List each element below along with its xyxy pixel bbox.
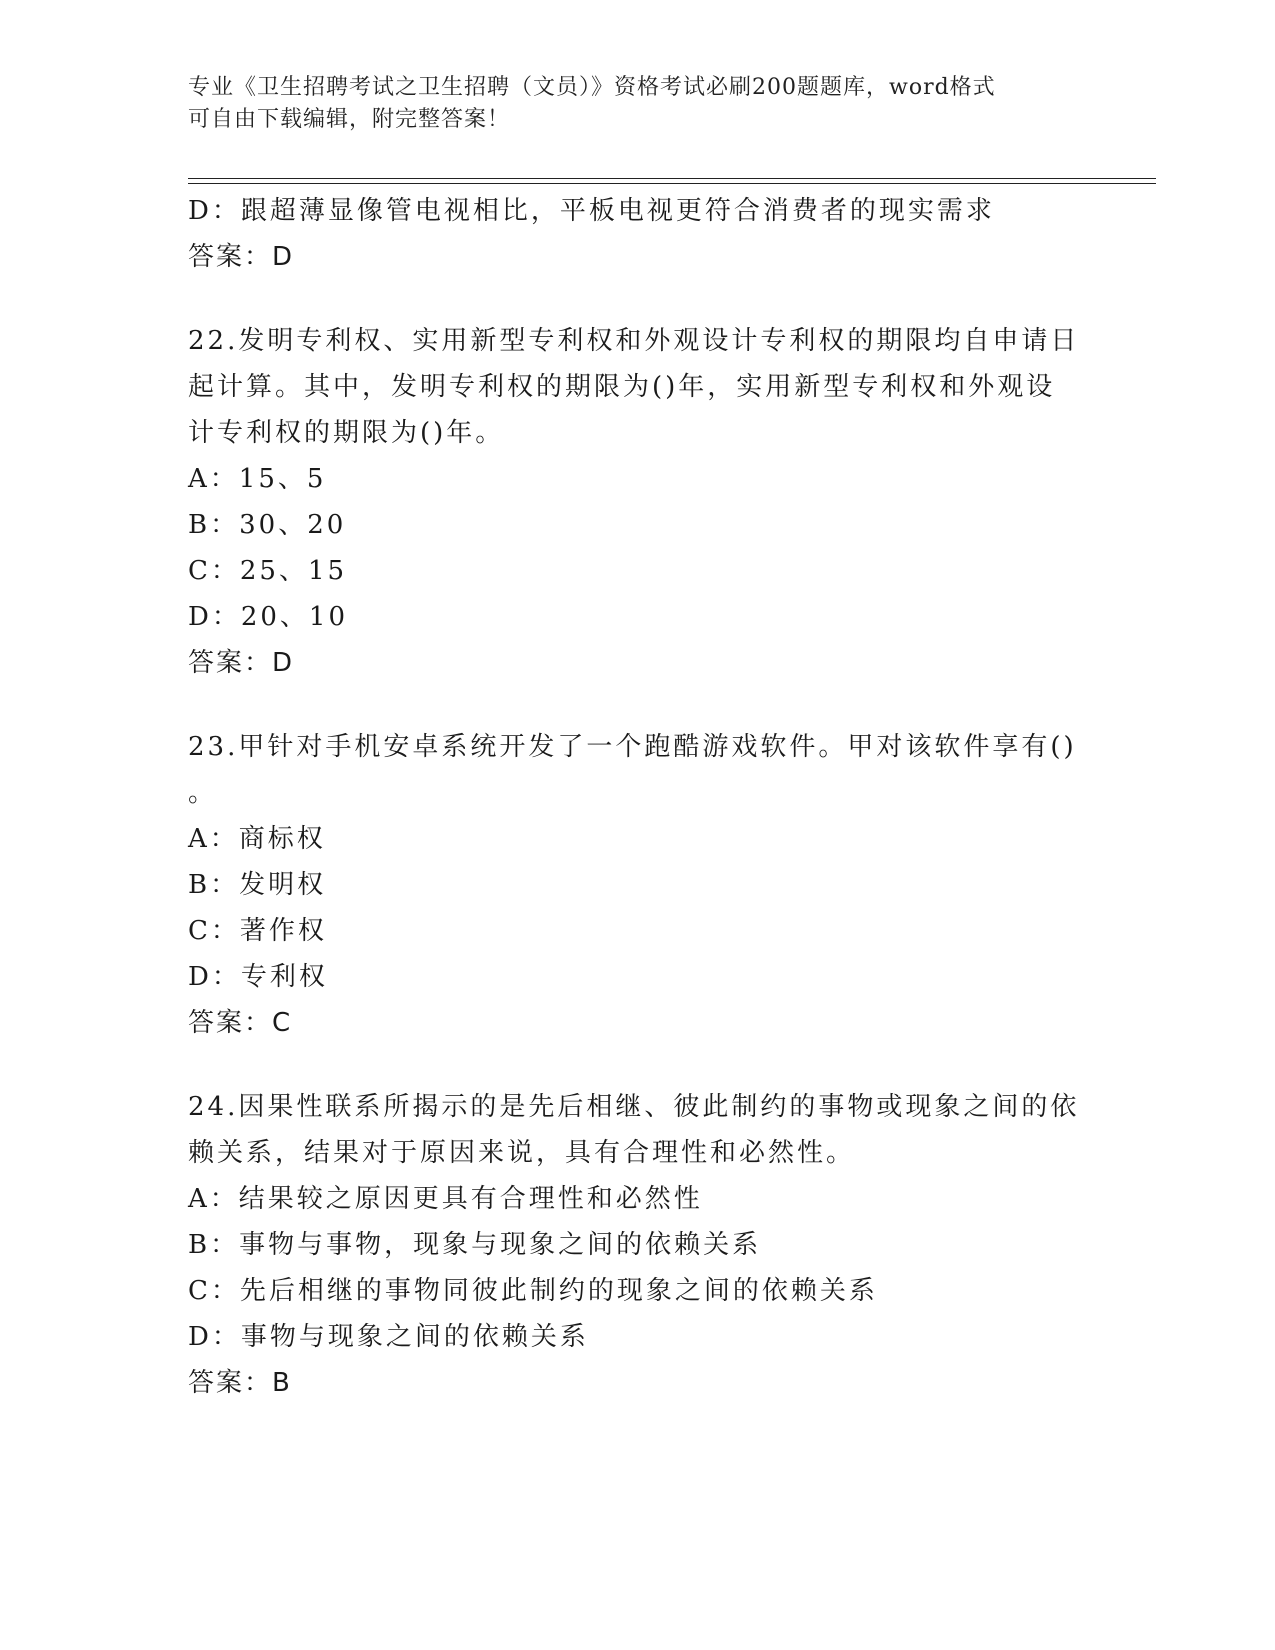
option-d: D：20、10 (188, 602, 349, 632)
header-line-1: 专业《卫生招聘考试之卫生招聘（文员）》资格考试必刷200题题库，word格式 (188, 75, 996, 100)
page-header (188, 72, 1088, 136)
answer: 答案：D (188, 648, 295, 678)
document-body (188, 188, 1088, 1406)
option-a: A：结果较之原因更具有合理性和必然性 (188, 1184, 703, 1214)
question-stem-line: 计专利权的期限为()年。 (188, 418, 505, 448)
option-a: A：商标权 (188, 824, 326, 854)
header-line-2: 可自由下载编辑，附完整答案！ (188, 107, 511, 132)
answer: 答案：C (188, 1008, 293, 1038)
option-d: D：事物与现象之间的依赖关系 (188, 1322, 589, 1352)
answer: 答案：D (188, 242, 295, 272)
previous-question-tail (188, 188, 1088, 280)
option-d: D：跟超薄显像管电视相比，平板电视更符合消费者的现实需求 (188, 196, 995, 226)
question-stem-line: 起计算。其中，发明专利权的期限为()年，实用新型专利权和外观设 (188, 372, 1056, 402)
option-d: D：专利权 (188, 962, 328, 992)
option-c: C：25、15 (188, 556, 348, 586)
header-divider-thin (188, 183, 1156, 184)
question-stem-line: 22.发明专利权、实用新型专利权和外观设计专利权的期限均自申请日 (188, 326, 1080, 356)
option-b: B：发明权 (188, 870, 327, 900)
question-22 (188, 318, 1088, 686)
question-24 (188, 1084, 1088, 1406)
answer: 答案：B (188, 1368, 292, 1398)
question-23 (188, 724, 1088, 1046)
question-stem-line: 赖关系，结果对于原因来说，具有合理性和必然性。 (188, 1138, 856, 1168)
option-a: A：15、5 (188, 464, 327, 494)
header-divider-thick (188, 178, 1156, 179)
question-stem-line: 23.甲针对手机安卓系统开发了一个跑酷游戏软件。甲对该软件享有() (188, 732, 1077, 762)
question-stem-line: 。 (188, 778, 218, 808)
option-c: C：著作权 (188, 916, 327, 946)
option-b: B：事物与事物，现象与现象之间的依赖关系 (188, 1230, 762, 1260)
option-b: B：30、20 (188, 510, 347, 540)
question-stem-line: 24.因果性联系所揭示的是先后相继、彼此制约的事物或现象之间的依 (188, 1092, 1080, 1122)
option-c: C：先后相继的事物同彼此制约的现象之间的依赖关系 (188, 1276, 878, 1306)
